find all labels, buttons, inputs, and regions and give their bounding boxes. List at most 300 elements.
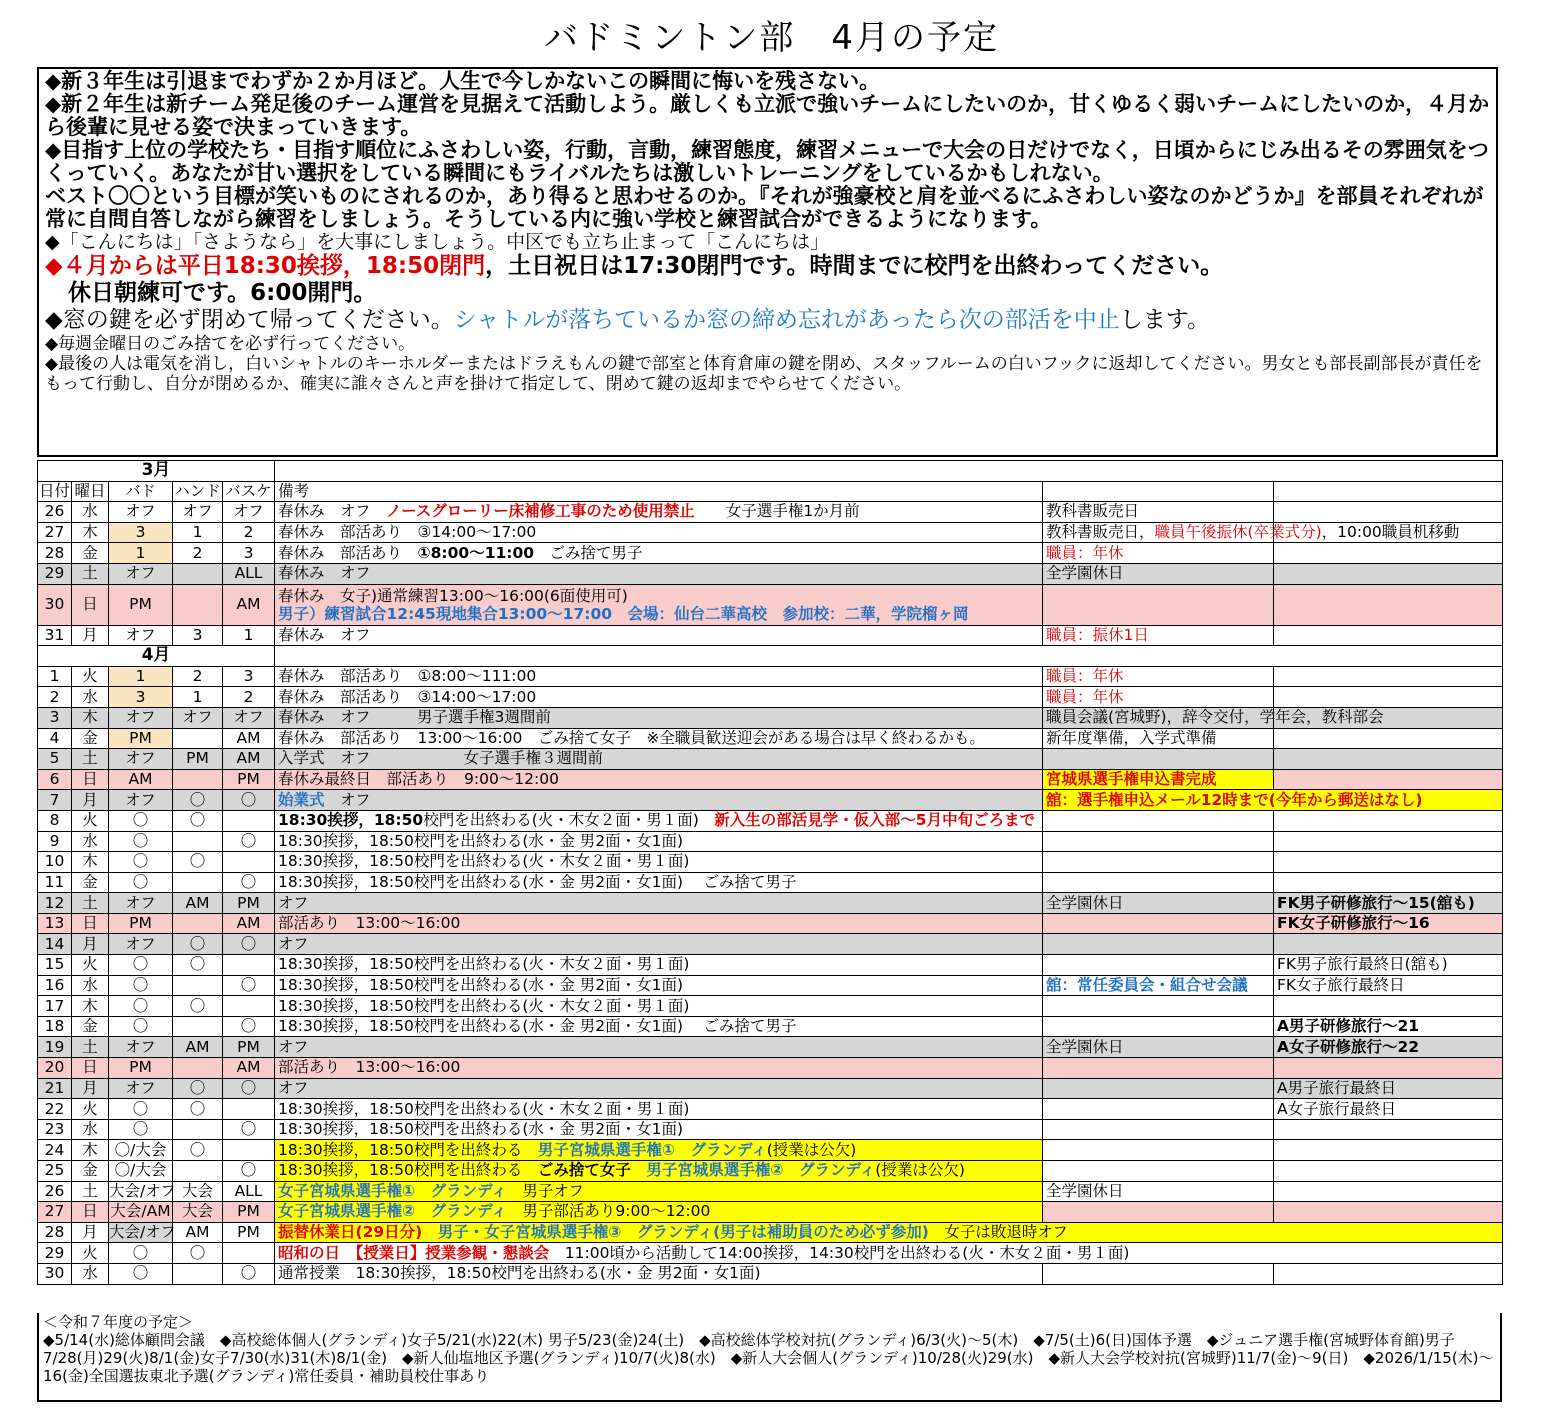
handball-slot (173, 831, 223, 852)
day-of-week: 火 (72, 810, 109, 831)
day-of-week: 水 (72, 831, 109, 852)
day-number: 27 (38, 1202, 72, 1223)
text-segment: (授業は公欠) (875, 1161, 965, 1180)
schedule-row (38, 1078, 1503, 1099)
schedule-row (38, 666, 1503, 687)
basketball-slot: AM (223, 728, 275, 749)
day-of-week: 月 (72, 790, 109, 811)
basketball-slot: 〇 (223, 1119, 275, 1140)
badminton-slot: 大会/オフ (109, 1223, 176, 1242)
badminton-slot: 〇 (109, 1099, 173, 1120)
staff-notes-cell (1043, 563, 1274, 584)
schedule-row (38, 955, 1503, 976)
day-number: 22 (38, 1099, 72, 1120)
basketball-slot: 〇 (223, 1078, 275, 1099)
note-closing-time-rest: ，土日祝日は17:30閉門です。時間までに校門を出終わってください。 (485, 253, 1224, 279)
text-segment: 男子）練習試合12:45現地集合13:00～17:00 会場：仙台二華高校 参加校：二華，学院榴ヶ岡 (278, 604, 969, 623)
text-segment: 振替休業日(29日分) (278, 1223, 438, 1242)
schedule-row (38, 1016, 1503, 1037)
badminton-slot: 〇/大会 (109, 1140, 173, 1161)
trip-notes-cell (1274, 1119, 1503, 1140)
day-number: 3 (38, 707, 72, 728)
notes-cell (275, 1058, 1043, 1079)
basketball-slot: 〇 (223, 790, 275, 811)
handball-slot: 〇 (173, 1078, 223, 1099)
day-number: 19 (38, 1037, 72, 1058)
handball-slot (173, 584, 223, 625)
handball-slot (173, 1263, 223, 1284)
note-best: ベスト〇〇という目標が笑いものにされるのか，あり得ると思わせるのか。『それが強豪校と肩を並べるにふさわしい姿なのかどうか』を部員それぞれが常に自問自答しながら練習をしましょう。そうしている内に強い学校と練習試合ができるようになります。 (45, 184, 1484, 231)
trip-notes-cell (1274, 666, 1503, 687)
schedule-row (38, 1222, 1503, 1243)
staff-notes-cell (1043, 1037, 1274, 1058)
handball-slot: 1 (173, 522, 223, 543)
basketball-slot: 3 (223, 666, 275, 687)
basketball-slot: オフ (223, 502, 275, 523)
staff-notes-cell (1043, 1058, 1274, 1079)
basketball-slot: 〇 (223, 872, 275, 893)
day-of-week: 土 (72, 893, 109, 914)
day-number: 18 (38, 1016, 72, 1037)
staff-notes-cell (1043, 893, 1274, 914)
day-number: 12 (38, 893, 72, 914)
text-segment: 舘：常任委員会・組合せ会議 (1046, 975, 1248, 994)
text-segment: 男子・女子宮城県選手権③ グランディ(男子は補助員のため必ず参加) (437, 1223, 929, 1242)
badminton-slot: 〇 (109, 1263, 173, 1284)
badminton-slot: オフ (109, 1037, 173, 1058)
handball-slot: 〇 (173, 1099, 223, 1120)
trip-notes-cell (1274, 1140, 1503, 1161)
day-number: 17 (38, 996, 72, 1017)
text-segment (631, 1161, 647, 1179)
badminton-slot: PM (109, 728, 173, 749)
badminton-slot: 3 (109, 687, 173, 708)
trip-notes-cell (1274, 852, 1503, 873)
text-segment: 18:30挨拶，18:50校門を出終わる(火・木女２面・男１面) (278, 996, 690, 1015)
staff-notes-cell (1043, 502, 1274, 523)
day-number: 30 (38, 584, 72, 625)
text-segment: FK女子旅行最終日 (1277, 975, 1405, 994)
text-segment: ノースグローリー床補修工事のため使用禁止 (386, 502, 695, 521)
day-of-week: 金 (72, 543, 109, 564)
handball-slot (173, 1119, 223, 1140)
text-segment: 春休み 部活あり (278, 543, 418, 562)
handball-slot (173, 913, 223, 934)
text-segment: 通常授業 18:30挨拶，18:50校門を出終わる(水・金 男2面・女1面) (278, 1264, 761, 1283)
trip-notes-cell (1274, 893, 1503, 914)
text-segment: 舘：選手権申込メール12時まで(今年から郵送はなし) (1046, 790, 1423, 809)
text-segment: 新入生の部活見学・仮入部～5月中旬ごろまで (714, 811, 1036, 830)
schedule-row (38, 996, 1503, 1017)
text-segment: 女子宮城県選手権① グランディ (278, 1181, 507, 1200)
basketball-slot: ALL (223, 1181, 275, 1202)
staff-notes-cell (1043, 687, 1274, 708)
trip-notes-cell (1274, 872, 1503, 893)
schedule-row (38, 1058, 1503, 1079)
header-handball: ハンド (174, 481, 221, 500)
header-extra2 (1274, 481, 1503, 502)
text-segment: 18:30挨拶，18:50校門を出終わる(水・金 男2面・女1面) (278, 831, 684, 850)
text-segment: 宮城県選手権申込書完成 (1046, 770, 1217, 789)
day-number: 5 (38, 749, 72, 770)
day-number: 29 (38, 563, 72, 584)
staff-notes-cell (1043, 831, 1274, 852)
basketball-slot: AM (223, 584, 275, 625)
basketball-slot: PM (223, 1222, 275, 1243)
header-basketball: バスケ (223, 481, 275, 502)
trip-notes-cell (1274, 975, 1503, 996)
handball-slot: 1 (173, 687, 223, 708)
text-segment: A女子旅行最終日 (1277, 1099, 1397, 1118)
notes-cell (275, 1119, 1043, 1140)
text-segment: 女子は敗退時オフ (928, 1223, 1068, 1242)
badminton-slot: 〇 (109, 1243, 173, 1264)
text-segment: 新年度準備，入学式準備 (1046, 728, 1217, 747)
text-segment: 18:30挨拶，18:50校門を出終わる (278, 1161, 538, 1180)
handball-slot: 〇 (173, 934, 223, 955)
badminton-slot: 〇 (109, 872, 173, 893)
notes-cell (275, 975, 1043, 996)
trip-notes-cell (1274, 996, 1503, 1017)
day-of-week: 水 (72, 1263, 109, 1284)
staff-notes-cell (1043, 1016, 1274, 1037)
text-segment: 昭和の日 【授業日】授業参観・懇談会 (278, 1243, 550, 1262)
day-number: 23 (38, 1119, 72, 1140)
handball-slot: 大会 (173, 1181, 223, 1202)
notes-cell (275, 1140, 1043, 1161)
trip-notes-cell (1274, 502, 1503, 523)
day-of-week: 木 (72, 522, 109, 543)
note-juniors: ◆新２年生は新チーム発足後のチーム運営を見据えて活動しよう。厳しくも立派で強いチームにしたいのか，甘くゆるく弱いチームにしたいのか，４月から後輩に見せる姿で決まっていきます。 (45, 92, 1490, 139)
day-number: 26 (38, 502, 72, 523)
basketball-slot: PM (223, 1202, 275, 1223)
handball-slot: 2 (173, 543, 223, 564)
basketball-slot: AM (223, 913, 275, 934)
staff-notes-cell (1043, 1099, 1274, 1120)
text-segment: 女子宮城県選手権② グランディ (278, 1202, 507, 1221)
schedule-row (38, 872, 1503, 893)
text-segment: 春休み オフ (278, 625, 371, 644)
text-segment: 18:30挨拶，18:50 (278, 811, 424, 830)
text-segment: 部活あり 13:00～16:00 (278, 914, 461, 933)
handball-slot (173, 872, 223, 893)
text-segment: ，10:00職員机移動 (1321, 523, 1460, 542)
handball-slot (173, 563, 223, 584)
day-of-week: 月 (72, 1078, 109, 1099)
badminton-slot: 〇 (109, 831, 173, 852)
day-number: 25 (38, 1161, 72, 1182)
text-segment: 職員：振休1日 (1046, 625, 1149, 644)
badminton-slot: 1 (109, 543, 173, 564)
day-number: 11 (38, 872, 72, 893)
staff-notes-cell (1043, 872, 1274, 893)
note-closing-time-red: ◆４月からは平日18:30挨拶，18:50閉門 (45, 253, 486, 279)
handball-slot: 〇 (173, 1140, 223, 1161)
badminton-slot: PM (109, 584, 173, 625)
day-of-week: 月 (72, 1222, 109, 1243)
day-of-week: 火 (72, 1099, 109, 1120)
day-number: 9 (38, 831, 72, 852)
badminton-slot: オフ (109, 893, 173, 914)
notes-cell (275, 728, 1043, 749)
text-segment: オフ (278, 893, 309, 912)
schedule-row (38, 1119, 1503, 1140)
trip-notes-cell (1274, 1181, 1503, 1202)
day-number: 24 (38, 1140, 72, 1161)
notes-cell (275, 996, 1043, 1017)
staff-notes-cell (1043, 584, 1274, 625)
header-badminton: バド (109, 481, 173, 502)
notes-cell (275, 913, 1043, 934)
text-segment: 男子宮城県選手権① グランディ (537, 1140, 767, 1159)
day-number: 20 (38, 1058, 72, 1079)
day-of-week: 木 (72, 852, 109, 873)
text-segment: FK女子研修旅行～16 (1277, 914, 1430, 933)
basketball-slot: オフ (223, 707, 275, 728)
badminton-slot: 〇 (109, 955, 173, 976)
trip-notes-cell (1274, 749, 1503, 770)
day-number: 27 (38, 522, 72, 543)
trip-notes-cell (1274, 769, 1503, 790)
trip-notes-cell (1274, 1037, 1503, 1058)
text-segment: FK男子研修旅行～15(舘も) (1277, 893, 1475, 912)
text-segment: 始業式 (278, 790, 325, 809)
text-segment: 春休み 部活あり ③14:00～17:00 (278, 523, 537, 542)
schedule-row (38, 707, 1503, 728)
trip-notes-cell (1274, 1099, 1503, 1120)
staff-notes-cell (1043, 852, 1274, 873)
handball-slot: 大会 (173, 1202, 223, 1223)
badminton-slot: 〇 (109, 996, 173, 1017)
day-of-week: 木 (72, 707, 109, 728)
basketball-slot: 〇 (223, 831, 275, 852)
trip-notes-cell (1274, 1078, 1503, 1099)
schedule-row (38, 769, 1503, 790)
text-segment: 職員午後振休(卒業式分) (1154, 523, 1322, 542)
header-date: 日付 (38, 481, 70, 500)
staff-notes-cell (1043, 769, 1274, 790)
text-segment: 部活あり 13:00～16:00 (278, 1058, 461, 1077)
staff-notes-cell (1043, 625, 1274, 646)
text-segment: 校門を出終わる(火・木女２面・男１面) (423, 811, 715, 830)
yearly-schedule (37, 1313, 1502, 1402)
text-segment: 18:30挨拶，18:50校門を出終わる(火・木女２面・男１面) (278, 955, 690, 974)
text-segment: 18:30挨拶，18:50校門を出終わる(水・金 男2面・女1面) ごみ捨て男子 (278, 872, 797, 891)
text-segment: 職員：年休 (1046, 687, 1124, 706)
staff-notes-cell (1043, 975, 1274, 996)
day-number: 31 (38, 625, 72, 646)
handball-slot (173, 769, 223, 790)
note-greeting: ◆「こんにちは」「さようなら」を大事にしましょう。中区でも立ち止まって「こんにちは」 (45, 231, 830, 253)
handball-slot: AM (173, 1222, 223, 1243)
day-of-week: 土 (72, 1037, 109, 1058)
day-of-week: 金 (72, 1016, 109, 1037)
text-segment: 春休み最終日 部活あり 9:00～12:00 (278, 770, 559, 789)
badminton-slot: オフ (109, 707, 173, 728)
day-of-week: 木 (72, 1140, 109, 1161)
staff-notes-cell (1043, 749, 1274, 770)
text-segment: 全学園休日 (1046, 1037, 1124, 1056)
text-segment: A男子研修旅行～21 (1277, 1017, 1420, 1036)
basketball-slot (223, 955, 275, 976)
badminton-slot: PM (109, 1058, 173, 1079)
basketball-slot (223, 1140, 275, 1161)
header-notes: 備考 (275, 481, 1043, 502)
badminton-slot: 〇/大会 (109, 1161, 173, 1182)
badminton-slot: オフ (109, 502, 173, 523)
badminton-slot: オフ (109, 790, 173, 811)
staff-notes-cell (1043, 934, 1274, 955)
schedule-row (38, 1161, 1503, 1182)
notes-cell (275, 893, 1043, 914)
notes-cell (275, 852, 1043, 873)
day-of-week: 水 (72, 975, 109, 996)
header-dow: 曜日 (72, 481, 109, 502)
notes-cell (275, 625, 1043, 646)
text-segment: 春休み 女子)通常練習13:00～16:00(6面使用可) (278, 586, 628, 605)
basketball-slot (223, 1099, 275, 1120)
trip-notes-cell (1274, 1202, 1503, 1223)
header-extra1 (1043, 481, 1274, 502)
day-number: 13 (38, 913, 72, 934)
text-segment: 男子オフ (506, 1181, 584, 1200)
schedule-row (38, 1263, 1503, 1284)
trip-notes-cell (1274, 584, 1503, 625)
badminton-slot: 3 (109, 522, 173, 543)
month-blank (275, 646, 1503, 667)
notes-cell (275, 666, 1043, 687)
day-number: 29 (38, 1243, 72, 1264)
note-keys: ◆最後の人は電気を消し，白いシャトルのキーホルダーまたはドラえもんの鍵で部室と体育倉庫の鍵を閉め、スタッフルームの白いフックに返却してください。男女とも部長副部長が責任をもって行動し、自分が閉めるか、確実に誰々さんと声を掛けて指定して、閉めて鍵の返却までやらせてください。 (45, 354, 1483, 394)
text-segment: 職員会議(宮城野)，辞令交付，学年会，教科部会 (1046, 708, 1384, 727)
notes-box (37, 67, 1498, 457)
day-number: 6 (38, 769, 72, 790)
day-of-week: 土 (72, 1181, 109, 1202)
staff-notes-cell (1043, 522, 1460, 543)
staff-notes-cell (1043, 1263, 1274, 1284)
text-segment: 女子選手権1か月前 (694, 502, 860, 521)
basketball-slot: 3 (223, 543, 275, 564)
schedule-row (38, 913, 1503, 934)
staff-notes-cell (1043, 1181, 1274, 1202)
text-segment: 18:30挨拶，18:50校門を出終わる (278, 1140, 538, 1159)
day-of-week: 月 (72, 934, 109, 955)
schedule-row (38, 625, 1503, 646)
schedule-row (38, 810, 1503, 831)
badminton-slot: オフ (109, 749, 173, 770)
text-segment: 春休み オフ 男子選手権3週間前 (278, 708, 551, 727)
trip-notes-cell (1274, 1263, 1503, 1284)
notes-cell (275, 810, 1043, 831)
trip-notes-cell (1274, 831, 1503, 852)
staff-notes-cell (1043, 790, 1503, 811)
handball-slot: AM (173, 893, 223, 914)
schedule-row (38, 790, 1503, 811)
day-number: 7 (38, 790, 72, 811)
month-header-row (38, 461, 1503, 482)
day-of-week: 木 (72, 996, 109, 1017)
day-of-week: 日 (72, 584, 109, 625)
text-segment: 全学園休日 (1046, 564, 1124, 583)
notes-cell (275, 955, 1043, 976)
notes-cell (275, 749, 1043, 770)
notes-cell (275, 563, 1043, 584)
trip-notes-cell (1274, 1058, 1503, 1079)
notes-cell (275, 522, 1043, 543)
handball-slot: 3 (173, 625, 223, 646)
basketball-slot: 〇 (223, 934, 275, 955)
text-segment: 春休み 部活あり ①8:00～111:00 (278, 667, 537, 686)
basketball-slot: 2 (223, 687, 275, 708)
text-segment: 春休み オフ (278, 564, 371, 583)
notes-cell (275, 1202, 1043, 1223)
schedule-row (38, 687, 1503, 708)
trip-notes-cell (1274, 955, 1503, 976)
day-of-week: 日 (72, 1058, 109, 1079)
text-segment: A女子研修旅行～22 (1277, 1037, 1420, 1056)
text-segment: 18:30挨拶，18:50校門を出終わる(水・金 男2面・女1面) (278, 1120, 684, 1139)
basketball-slot: 1 (223, 625, 275, 646)
month-label: 4月 (38, 646, 275, 667)
trip-notes-cell (1274, 543, 1503, 564)
badminton-slot: オフ (109, 625, 173, 646)
schedule-row (38, 1181, 1503, 1202)
notes-cell (275, 1181, 1043, 1202)
day-of-week: 月 (72, 625, 109, 646)
staff-notes-cell (1043, 1078, 1274, 1099)
day-of-week: 水 (72, 502, 109, 523)
staff-notes-cell (1043, 728, 1274, 749)
text-segment: 18:30挨拶，18:50校門を出終わる(火・木女２面・男１面) (278, 852, 690, 871)
badminton-slot: 〇 (109, 975, 173, 996)
month-header-row (38, 646, 1503, 667)
day-number: 15 (38, 955, 72, 976)
day-of-week: 日 (72, 1202, 109, 1223)
badminton-slot: オフ (109, 1078, 173, 1099)
schedule-row (38, 893, 1503, 914)
notes-cell (275, 584, 1043, 625)
trip-notes-cell (1274, 563, 1503, 584)
handball-slot (173, 1016, 223, 1037)
handball-slot: AM (173, 1037, 223, 1058)
schedule-row (38, 934, 1503, 955)
basketball-slot: PM (223, 769, 275, 790)
text-segment: 教科書販売日， (1046, 523, 1155, 542)
badminton-slot: 大会/オフ (109, 1181, 176, 1200)
text-segment: A男子旅行最終日 (1277, 1078, 1397, 1097)
text-segment: 18:30挨拶，18:50校門を出終わる(水・金 男2面・女1面) ごみ捨て男子 (278, 1017, 797, 1036)
handball-slot: 〇 (173, 810, 223, 831)
notes-cell (275, 687, 1043, 708)
text-segment: ごみ捨て男子 (534, 543, 643, 562)
day-of-week: 火 (72, 955, 109, 976)
note-window-lock-b: します。 (1119, 307, 1210, 333)
day-number: 28 (38, 543, 72, 564)
basketball-slot (223, 996, 275, 1017)
day-number: 2 (38, 687, 72, 708)
text-segment: 春休み 部活あり 13:00～16:00 ごみ捨て女子 ※全職員歓送迎会がある場合は早く終わるかも。 (278, 728, 985, 747)
day-of-week: 金 (72, 1161, 109, 1182)
day-number: 30 (38, 1263, 72, 1284)
schedule-row (38, 975, 1503, 996)
basketball-slot: 〇 (223, 1016, 275, 1037)
staff-notes-cell (1043, 1202, 1274, 1223)
day-of-week: 土 (72, 563, 109, 584)
text-segment: 職員：年休 (1046, 543, 1124, 562)
text-segment: ①8:00～11:00 (417, 543, 535, 562)
handball-slot: 〇 (173, 955, 223, 976)
notes-cell (275, 1222, 1503, 1243)
